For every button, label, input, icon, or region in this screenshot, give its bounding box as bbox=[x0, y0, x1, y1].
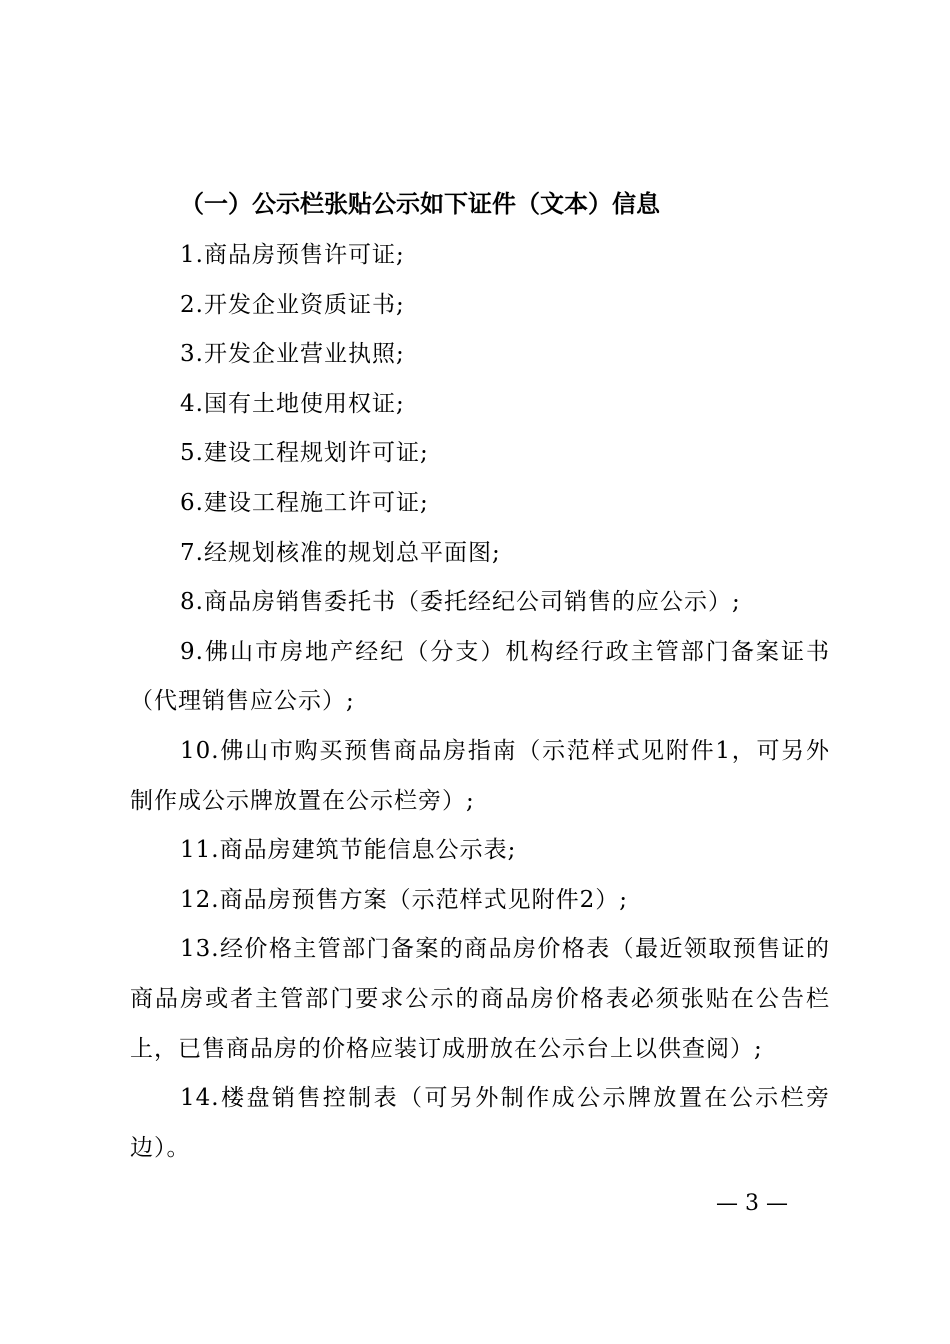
page-number: — 3 — bbox=[716, 1191, 788, 1216]
list-item: 3.开发企业营业执照; bbox=[180, 341, 405, 368]
list-item: 8.商品房销售委托书（委托经纪公司销售的应公示）; bbox=[180, 589, 741, 616]
list-item: 4.国有土地使用权证; bbox=[180, 390, 405, 417]
list-item: 1.商品房预售许可证; bbox=[180, 242, 405, 268]
list-item: 2.开发企业资质证书; bbox=[180, 291, 405, 318]
list-item: 9.佛山市房地产经纪（分支）机构经行政主管部门备案证书（代理销售应公示）; bbox=[130, 638, 830, 715]
list-item: 14.楼盘销售控制表（可另外制作成公示牌放置在公示栏旁边）。 bbox=[130, 1085, 830, 1161]
list-item: 6.建设工程施工许可证; bbox=[180, 489, 429, 516]
list-item: 10.佛山市购买预售商品房指南（示范样式见附件1，可另外制作成公示牌放置在公示栏旁）; bbox=[130, 737, 830, 814]
list-item: 5.建设工程规划许可证; bbox=[180, 440, 429, 467]
list-item: 12.商品房预售方案（示范样式见附件2）; bbox=[180, 886, 628, 913]
list-item: 7.经规划核准的规划总平面图; bbox=[180, 539, 501, 566]
section-heading: （一）公示栏张贴公示如下证件（文本）信息 bbox=[180, 190, 660, 218]
list-item: 11.商品房建筑节能信息公示表; bbox=[180, 837, 517, 864]
item-list bbox=[130, 231, 830, 1173]
list-item: 13.经价格主管部门备案的商品房价格表（最近领取预售证的商品房或者主管部门要求公示的商品房价格表必须张贴在公告栏上，已售商品房的价格应装订成册放在公示台上以供查阅）; bbox=[130, 936, 830, 1062]
